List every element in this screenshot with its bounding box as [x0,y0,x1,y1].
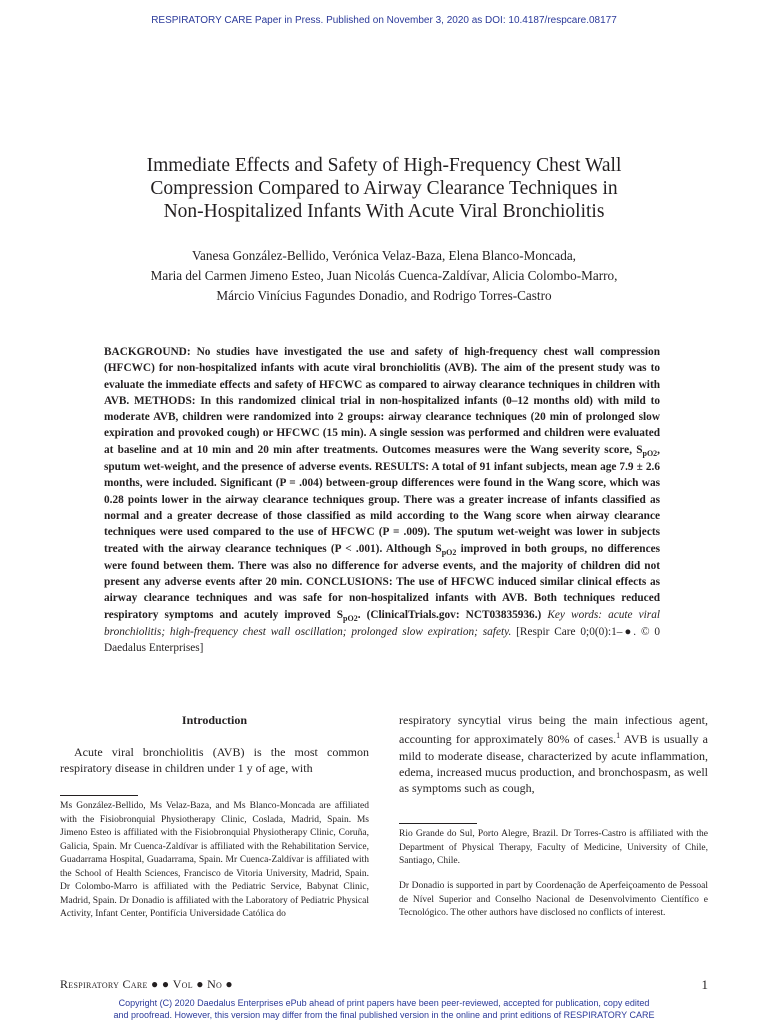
title-line: Compression Compared to Airway Clearance Techniques in [150,178,618,199]
citation: [Respir Care 0;0(0):1–●. © 0 Daedalus Enterprises] [104,626,661,655]
abstract-text-4: . (ClinicalTrials.gov: NCT03835936.) [357,608,542,621]
author-line: Maria del Carmen Jimeno Esteo, Juan Nicolás Cuenca-Zaldívar, Alicia Colombo-Marro, [150,268,618,283]
intro-text: respiratory syncytial virus being the main infectious agent, accounting for approximately 80% of cases. [399,713,708,747]
intro-paragraph-left: Acute viral bronchiolitis (AVB) is the most common respiratory disease in children under 1 y of age, with [60,745,369,776]
number-label: No [207,977,223,991]
copyright-notice [0,997,768,1021]
footer-bullets: ● ● [147,977,173,991]
affiliations-footnote: Ms González-Bellido, Ms Velaz-Baza, and Ms Blanco-Moncada are affiliated with the Fisiobronquial Physiotherapy Clinic, Coslada, Madrid, Spain. Ms Jimeno Esteo is affiliated with the Fisiobronquial Physiotherapy Clinic, Coruña, Galicia, Spain. Mr Cuenca-Zaldívar is affiliated with the Rehabilitation Service, Guadarrama Hospital, Guadarrama, Spain. Mr Cuenca-Zaldívar is affiliated with the School of Health Sciences, Francisco de Vitoria University, Madrid, Spain. Dr Colombo-Marro is affiliated with the Pediatric Service, Babynat Clinic, Madrid, Spain. Dr Donadio is affiliated with the Laboratory of Pediatric Physical Activity, Infant Center, Pontifícia Universidade Católica do [60,801,369,919]
subscript-po2: pO2 [441,547,457,557]
copyright-line: and proofread. However, this version may differ from the final published version in the online and print editions of RESPIRATORY CARE [113,1010,655,1020]
title-line: Non-Hospitalized Infants With Acute Viral Bronchiolitis [163,201,605,222]
subscript-po2: pO2 [343,613,358,623]
copyright-line: Copyright (C) 2020 Daedalus Enterprises ePub ahead of print papers have been peer-reviewed, accepted for publication, copy edited [118,998,650,1008]
page-number: 1 [701,977,708,992]
funding-disclosure: Dr Donadio is supported in part by Coordenação de Aperfeiçoamento de Pessoal de Nível Superior and Conselho Nacional de Desenvolvimento Científico e Tecnológico. The other authors have disclosed no conflicts of interest. [399,881,708,918]
intro-text-continued: AVB is usually a mild to moderate disease, characterized by acute inflammation, edema, increased mucus production, and bronchospasm, as well as symptoms such as cough, [399,732,708,796]
intro-paragraph-right [399,712,708,796]
press-notice: RESPIRATORY CARE Paper in Press. Published on November 3, 2020 as DOI: 10.4187/respcare.08177 [151,15,617,26]
subscript-po2: pO2 [642,448,658,458]
title-line: Immediate Effects and Safety of High-Frequency Chest Wall [146,155,622,176]
author-list [60,246,708,306]
section-heading-introduction: Introduction [181,713,248,727]
journal-name: Respiratory Care [60,977,148,991]
footnote-rule-right [399,823,477,824]
abstract-text-3: improved in both groups, no differences were found between them. There was also no difference for adverse events, and the majority of children did not present any adverse events after 20 min. CONCLUSIONS: The use of HFCWC induced similar clinical effects as airway clearance techniques and was safe for non-hospitalized infants with AVB. Both techniques reduced respiratory symptoms and acutely improved S [104,542,660,621]
author-line: Vanesa González-Bellido, Verónica Velaz-Baza, Elena Blanco-Moncada, [192,248,576,263]
author-line: Márcio Vinícius Fagundes Donadio, and Rodrigo Torres-Castro [216,288,552,303]
running-footer: Respiratory Care ● ● Vol ● No ● [60,977,233,991]
reference-superscript: 1 [616,731,621,741]
abstract-text-1: BACKGROUND: No studies have investigated the use and safety of high-frequency chest wall compression (HFCWC) for non-hospitalized infants with acute viral bronchiolitis (AVB). The aim of the present study was to evaluate the immediate effects and safety of HFCWC as compared to airway clearance techniques in children with AVB. METHODS: In this randomized clinical trial in non-hospitalized infants (0–12 months old) with mild to moderate AVB, children were randomized into 2 groups: airway clearance techniques (20 min of prolonged slow expiration and provoked cough) or HFCWC (15 min). A single session was performed and children were evaluated at baseline and at 10 min and 20 min after treatments. Outcomes measures were the Wang severity score, S [104,346,660,456]
article-title [60,154,708,223]
abstract-text-2: , sputum wet-weight, and the presence of adverse events. RESULTS: A total of 91 infant subjects, mean age 7.9 ± 2.6 months, were included. Significant (P = .004) between-group differences were found in the Wang score, which was 0.28 points lower in the airway clearance techniques group. There was a greater increase of infants classified as normal and a greater decrease of those classified as mild according to the Wang score when airway clearance techniques were used compared to the use of HFCWC (P = .009). The sputum wet-weight was lower in subjects treated with the airway clearance techniques (P < .001). Although S [104,443,660,555]
volume-label: Vol [172,977,193,991]
footnote-rule-left [60,795,138,796]
keywords: Key words: acute viral bronchiolitis; high-frequency chest wall oscillation; prolonged slow expiration; safety. [104,608,660,639]
affiliations-footnote-continued: Rio Grande do Sul, Porto Alegre, Brazil. Dr Torres-Castro is affiliated with the Department of Physical Therapy, Faculty of Medicine, University of Chile, Santiago, Chile. [399,829,708,866]
abstract [104,344,660,657]
